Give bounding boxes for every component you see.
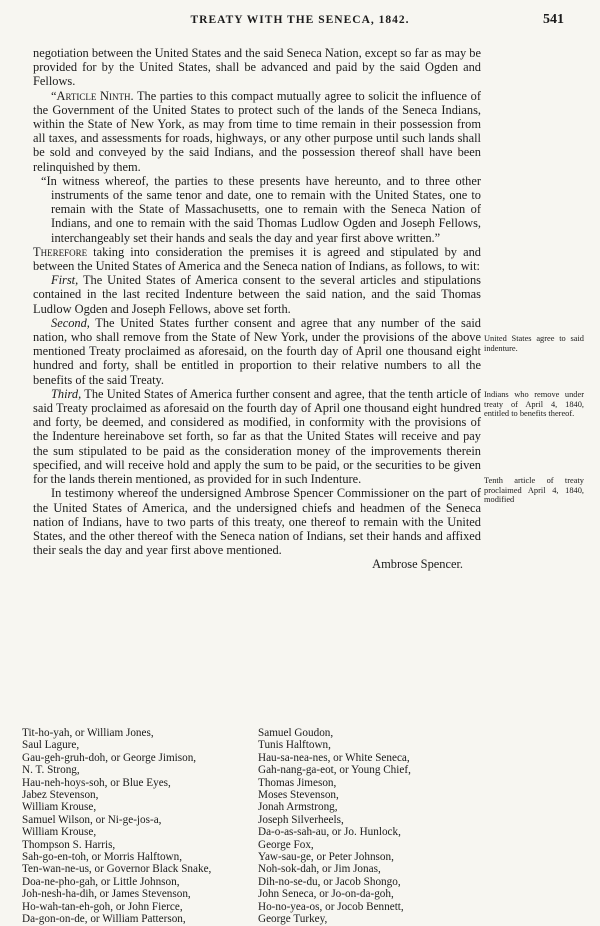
therefore-lead: Therefore	[33, 244, 88, 259]
signatory-name: Da-o-as-sah-au, or Jo. Hunlock,	[258, 826, 401, 839]
signatory-name: Joh-nesh-ha-dih, or James Stevenson,	[22, 888, 191, 901]
signatory-name: Dih-no-se-du, or Jacob Shongo,	[258, 875, 401, 888]
third-lead: Third,	[51, 386, 82, 401]
paragraph-witness-clause: “In witness whereof, the parties to these presents have hereunto, and to three other instruments of the same tenor and date, one to remain with the United States, one to remain with the State of Massachusetts, one to remain with the Seneca Nation of Indians, and one to remain with the said Thomas Ludlow Ogden and Joseph Fellows, interchangeably set their hands and seals the day and year first above written.”	[41, 173, 481, 245]
signatory-name: Gau-geh-gruh-doh, or George Jimison,	[22, 751, 197, 764]
margin-note-1: United States agree to said indenture.	[484, 334, 584, 353]
commissioner-signature: Ambrose Spencer.	[372, 557, 463, 572]
paragraph-second: Second, The United States further consent and agree that any number of the said nation, who shall remove from the State of New York, under the provisions of the above mentioned Treaty proclaimed as aforesaid, on the fourth day of April one thousand eight hundred and forty, shall be entitled in proportion to their relative numbers to all the benefits of the said Treaty.	[33, 315, 481, 387]
signatory-name: Tunis Halftown,	[258, 739, 331, 752]
signatory-name: Tit-ho-yah, or William Jones,	[22, 727, 154, 739]
signatory-name: Saul Lagure,	[22, 739, 80, 752]
signatory-name: Thompson S. Harris,	[22, 838, 116, 851]
signatory-name: Jabez Stevenson,	[22, 789, 99, 802]
signatory-name: Hau-sa-nea-nes, or White Seneca,	[258, 751, 410, 764]
signatory-name: George Fox,	[258, 838, 314, 851]
paragraph-therefore: Therefore taking into consideration the premises it is agreed and stipulated by and between the United States of America and the Seneca nation of Indians, as follows, to wit:	[33, 244, 481, 274]
signatory-name: Gah-nang-ga-eot, or Young Chief,	[258, 764, 411, 777]
signatory-name: Ho-no-yea-os, or Jocob Bennett,	[258, 900, 404, 913]
paragraph-article-ninth: “Article Ninth. The parties to this compact mutually agree to solicit the influence of the Government of the United States to protect such of the lands of the Seneca Indians, within the State of New York, as may from time to time remain in their possession from all taxes, and assessments for roads, highways, or any other purpose until such lands shall be sold and conveyed by the said Indians, and the possession thereof shall have been relinquished by them.	[33, 88, 481, 174]
paragraph-third: Third, The United States of America further consent and agree, that the tenth article of said Treaty proclaimed as aforesaid on the fourth day of April one thousand eight hundred and forty, be deemed, and considered as modified, in conformity with the provisions of the Indenture hereinabove set forth, so far as that the United States will receive and pay the sum stipulated to be paid as the consideration money of the improvements therein specified, and will receive hold and apply the sum to be paid, or the securities to be given for the lands therein mentioned, as provided for in such Indenture.	[33, 386, 481, 487]
signatory-name: Ten-wan-ne-us, or Governor Black Snake,	[22, 863, 212, 876]
signatory-name: Ho-wah-tan-eh-goh, or John Fierce,	[22, 900, 183, 913]
margin-note-3: Tenth article of treaty proclaimed April 4, 1840, modified	[484, 476, 584, 505]
signatory-name: Da-gon-on-de, or William Patterson,	[22, 913, 186, 926]
paragraph-continuation: negotiation between the United States and the said Seneca Nation, except so far as may be provided for by the United States, shall be advanced and paid by the said Ogden and Fellows.	[33, 46, 481, 89]
signatories-left-column	[22, 727, 252, 926]
second-lead: Second,	[51, 315, 90, 330]
first-lead: First,	[51, 273, 79, 288]
signatory-name: William Krouse,	[22, 826, 97, 839]
article-heading: “Article Ninth.	[51, 88, 134, 103]
signatory-name: William Krouse,	[22, 801, 97, 814]
signatory-name: Doa-ne-pho-gah, or Little Johnson,	[22, 875, 180, 888]
paragraph-testimony: In testimony whereof the undersigned Ambrose Spencer Commissioner on the part of the United States of America, and the undersigned chiefs and headmen of the Seneca nation of Indians, have to two parts of this treaty, one thereof to remain with the United States, and the other thereof with the Seneca nation of Indians, set their hands and affixed their seals the day and year first above mentioned.	[33, 486, 481, 558]
signatory-name: Hau-neh-hoys-soh, or Blue Eyes,	[22, 776, 171, 789]
signatory-name: Noh-sok-dah, or Jim Jonas,	[258, 863, 381, 876]
signatory-name: N. T. Strong,	[22, 764, 80, 777]
signatory-name: Joseph Silverheels,	[258, 813, 344, 826]
signatory-name: Yaw-sau-ge, or Peter Johnson,	[258, 851, 394, 864]
page-number: 541	[543, 12, 564, 27]
signatory-name: Samuel Wilson, or Ni-ge-jos-a,	[22, 813, 162, 826]
margin-note-2: Indians who remove under treaty of April 4, 1840, entitled to benefits thereof.	[484, 390, 584, 419]
signatory-name: George Turkey,	[258, 913, 328, 926]
paragraph-first: First, The United States of America consent to the several articles and stipulations contained in the last recited Indenture between the said nation, and the said Thomas Ludlow Ogden and Joseph Fellows, above set forth.	[33, 273, 481, 316]
running-header	[0, 12, 600, 32]
signatory-name: Jonah Armstrong,	[258, 801, 338, 814]
signatory-name: Moses Stevenson,	[258, 789, 339, 802]
signatory-name: Samuel Goudon,	[258, 727, 334, 739]
signatory-name: John Seneca, or Jo-on-da-goh,	[258, 888, 394, 901]
page-title: TREATY WITH THE SENECA, 1842.	[190, 14, 410, 26]
signatory-name: Thomas Jimeson,	[258, 776, 337, 789]
signatory-name: Sah-go-en-toh, or Morris Halftown,	[22, 851, 183, 864]
treaty-text	[33, 46, 481, 572]
signatories-right-column	[258, 727, 488, 926]
